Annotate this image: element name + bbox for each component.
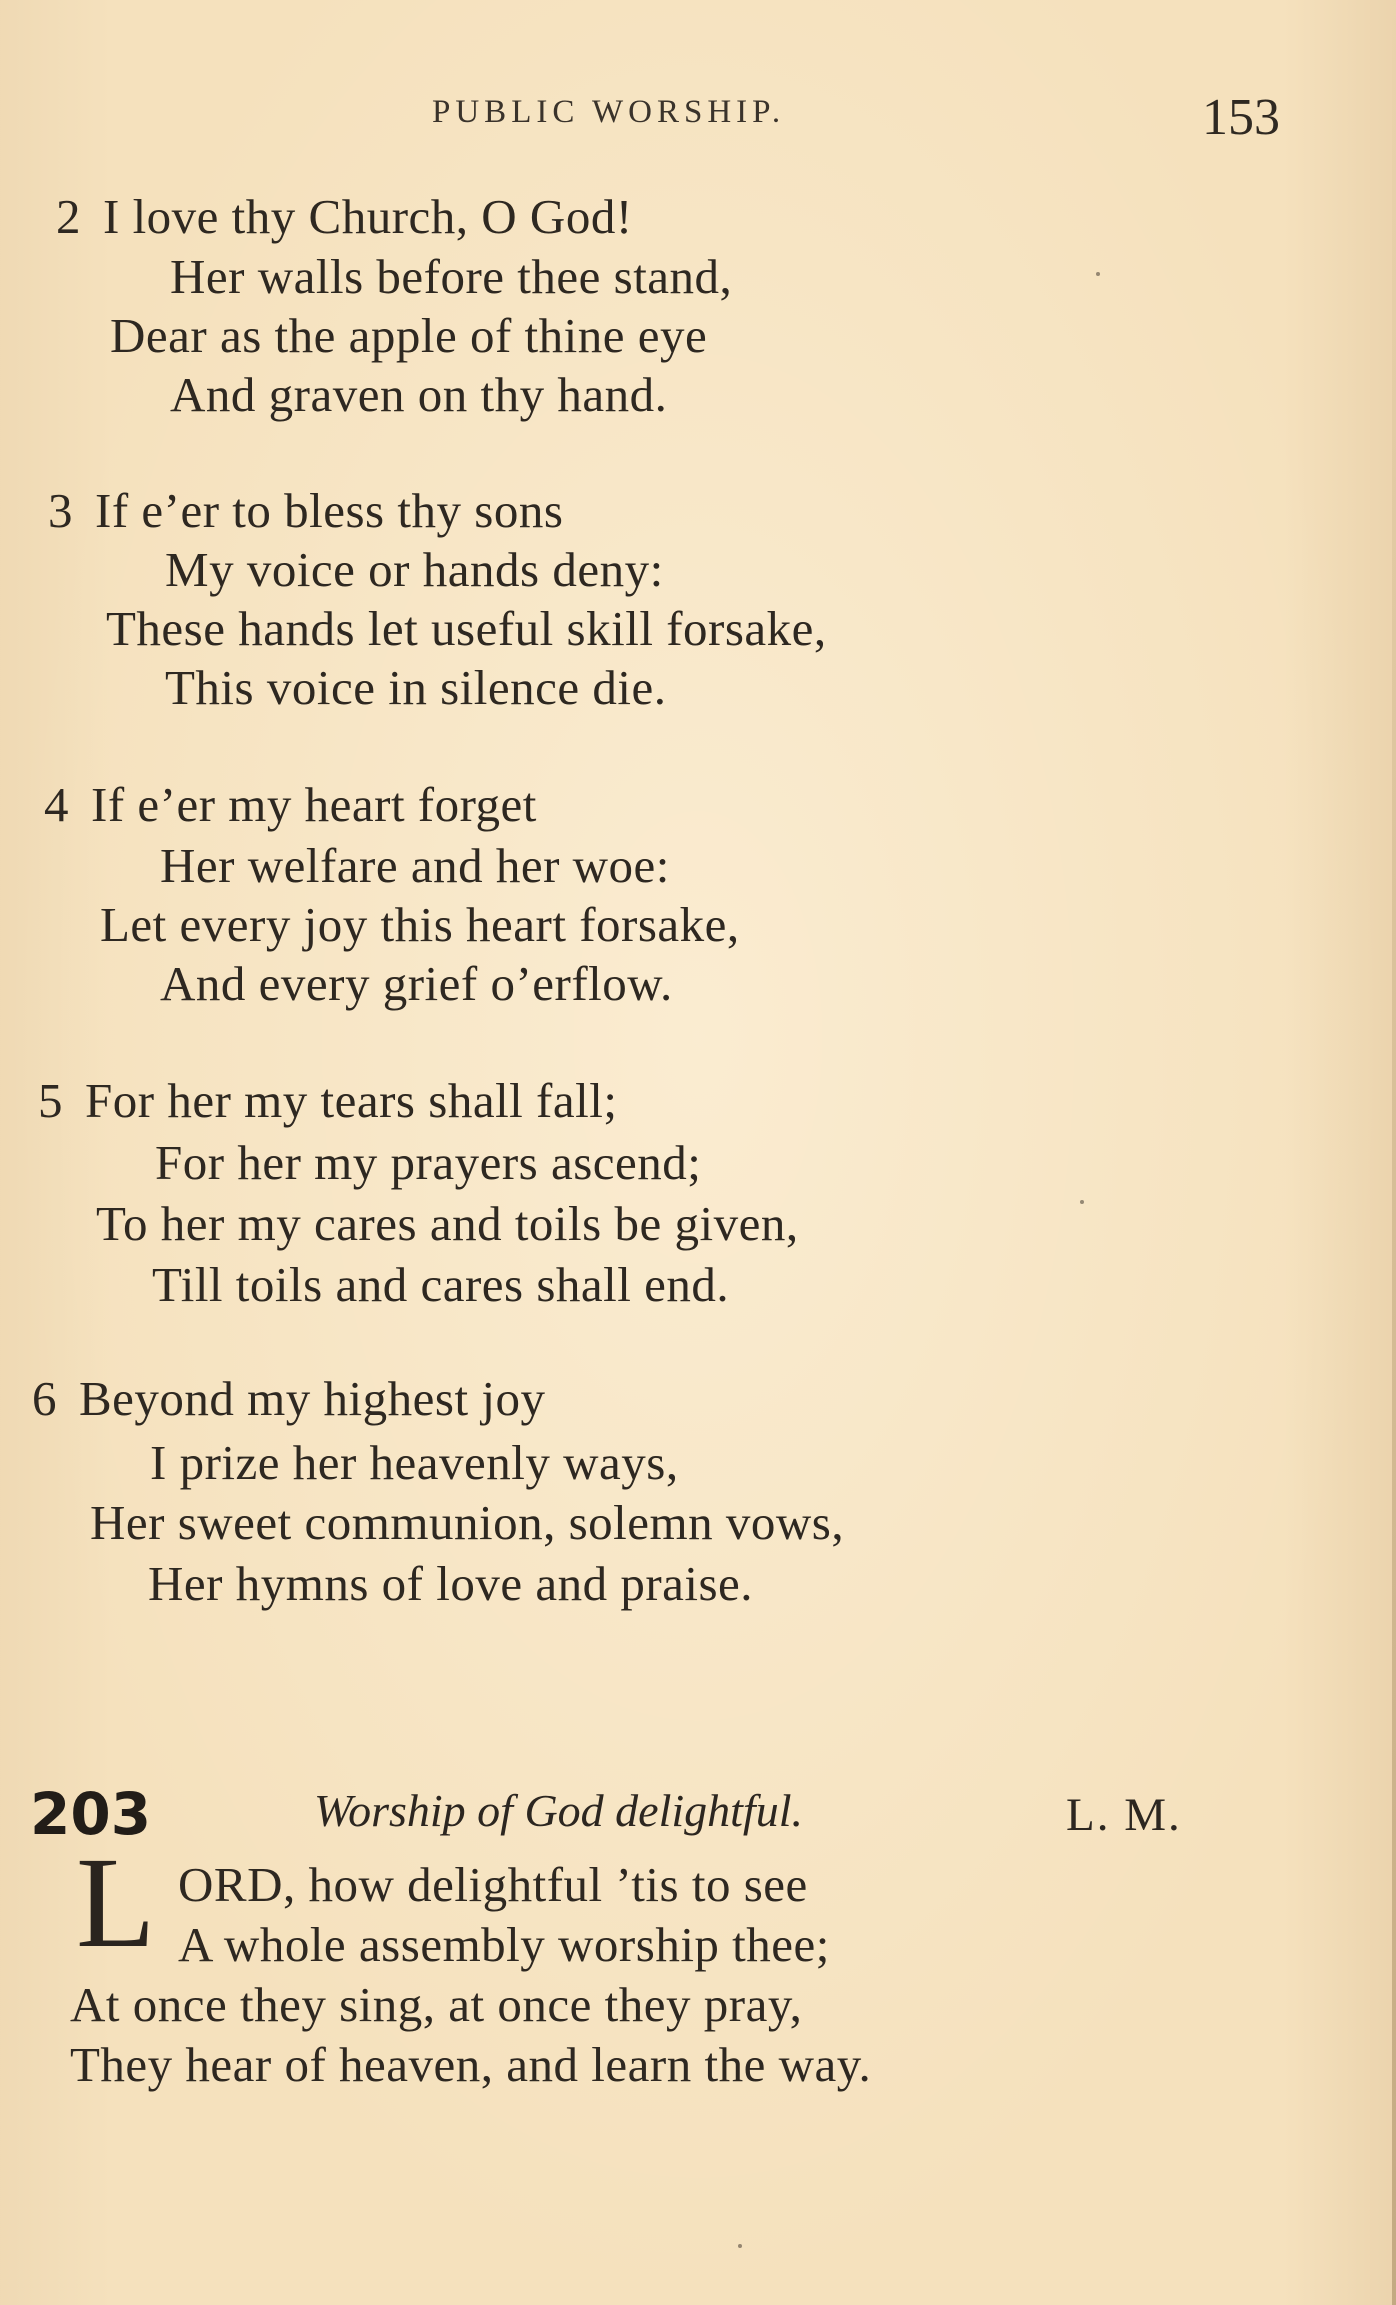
stanza-line: Her walls before thee stand,	[170, 249, 733, 304]
running-head: PUBLIC WORSHIP.	[432, 94, 786, 130]
stanza-line: These hands let useful skill forsake,	[106, 601, 827, 656]
hymn-line	[178, 1856, 808, 1913]
paper-speck	[738, 2244, 742, 2248]
paper-speck	[1080, 1200, 1084, 1204]
stanza-number: 4	[44, 777, 69, 832]
stanza-line: This voice in silence die.	[165, 660, 667, 715]
stanza-line-text: Beyond my highest joy	[79, 1371, 546, 1426]
first-word-rest: ORD,	[178, 1857, 296, 1912]
stanza-line: Dear as the apple of thine eye	[110, 308, 708, 363]
stanza-line: Her hymns of love and praise.	[148, 1556, 754, 1611]
stanza-line: And every grief o’erflow.	[160, 956, 673, 1011]
stanza-line: Till toils and cares shall end.	[152, 1257, 730, 1312]
stanza-line: Let every joy this heart forsake,	[100, 897, 740, 952]
hymn-line: A whole assembly worship thee;	[178, 1917, 830, 1972]
stanza-line-text: If e’er my heart forget	[91, 777, 537, 832]
stanza-line	[44, 776, 537, 833]
hymn-title: Worship of God delightful.	[314, 1785, 803, 1836]
stanza-line	[56, 188, 633, 245]
stanza-line: Her welfare and her woe:	[160, 838, 670, 893]
stanza-line-text: For her my tears shall fall;	[85, 1073, 618, 1128]
stanza-line	[48, 482, 563, 539]
stanza-number: 3	[48, 483, 73, 538]
hymn-line-text: how delightful ’tis to see	[308, 1857, 808, 1912]
stanza-line: My voice or hands deny:	[165, 542, 664, 597]
stanza-line: And graven on thy hand.	[170, 367, 668, 422]
hymn-line: At once they sing, at once they pray,	[70, 1977, 803, 2032]
stanza-line	[38, 1072, 617, 1129]
stanza-number: 6	[32, 1371, 57, 1426]
stanza-line-text: If e’er to bless thy sons	[95, 483, 564, 538]
drop-cap: L	[76, 1831, 156, 1975]
stanza-line: To her my cares and toils be given,	[96, 1196, 799, 1251]
stanza-line-text: I love thy Church, O God!	[103, 189, 633, 244]
page-edge-shadow	[1392, 0, 1396, 2305]
stanza-line: For her my prayers ascend;	[155, 1135, 702, 1190]
hymn-line: They hear of heaven, and learn the way.	[70, 2037, 872, 2092]
stanza-line: Her sweet communion, solemn vows,	[90, 1495, 845, 1550]
stanza-number: 2	[56, 189, 81, 244]
hymn-meter: L. M.	[1066, 1789, 1182, 1841]
stanza-line: I prize her heavenly ways,	[150, 1435, 679, 1490]
stanza-number: 5	[38, 1073, 63, 1128]
stanza-line	[32, 1370, 545, 1427]
paper-speck	[1096, 272, 1100, 276]
hymn-number: 203	[30, 1780, 152, 1848]
page-number: 153	[1202, 89, 1280, 146]
